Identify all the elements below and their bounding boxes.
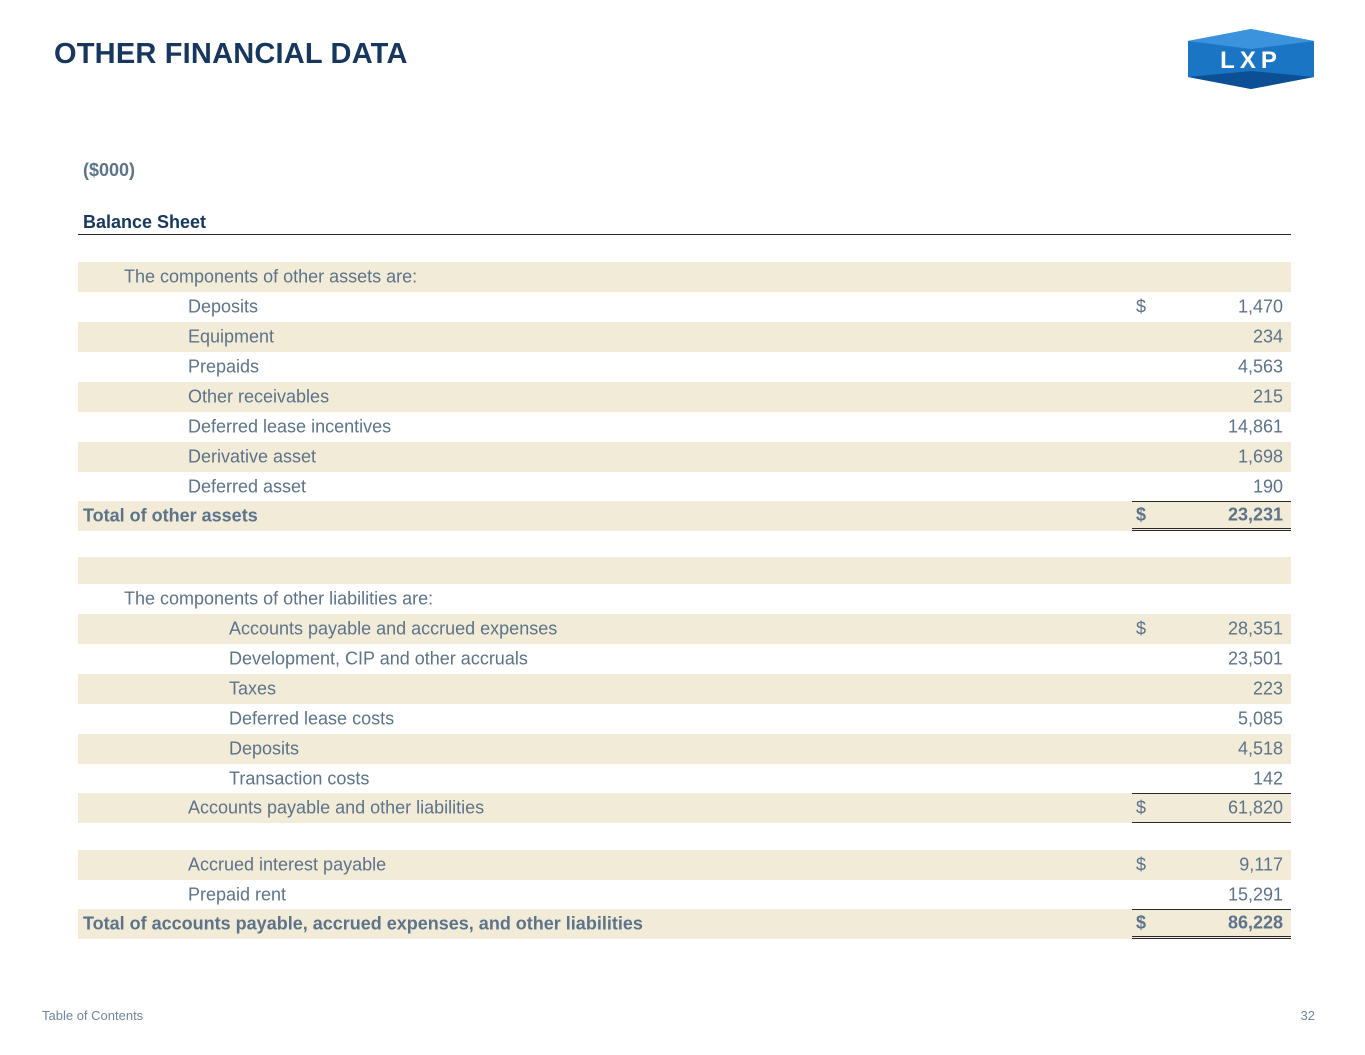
table-row bbox=[78, 382, 1291, 412]
spacer-band bbox=[78, 557, 1291, 584]
currency-symbol: $ bbox=[1136, 504, 1147, 525]
amount-cell bbox=[1132, 764, 1291, 794]
row-value: 28,351 bbox=[1227, 618, 1283, 639]
table-row bbox=[78, 734, 1291, 764]
logo-text: LXP bbox=[1220, 47, 1282, 74]
row-value: 1,698 bbox=[1237, 446, 1283, 467]
amount-cell bbox=[1132, 352, 1291, 382]
liabilities-intro-row bbox=[78, 584, 1291, 614]
amount-cell bbox=[1132, 412, 1291, 442]
row-value: 4,563 bbox=[1237, 356, 1283, 377]
subtotal-value: 61,820 bbox=[1227, 797, 1283, 818]
table-row bbox=[78, 442, 1291, 472]
table-row bbox=[78, 472, 1291, 502]
amount-cell bbox=[1132, 909, 1291, 939]
amount-cell bbox=[1132, 674, 1291, 704]
grand-total-value: 86,228 bbox=[1227, 912, 1283, 933]
amount-cell bbox=[1132, 644, 1291, 674]
row-value: 1,470 bbox=[1237, 296, 1283, 317]
row-label: Deferred asset bbox=[188, 476, 307, 497]
row-value: 223 bbox=[1252, 678, 1283, 699]
amount-cell bbox=[1132, 614, 1291, 644]
row-label: Deposits bbox=[229, 738, 300, 759]
table-row bbox=[78, 850, 1291, 880]
units-label: ($000) bbox=[83, 160, 136, 180]
row-value: 234 bbox=[1252, 326, 1283, 347]
lxp-logo bbox=[1188, 29, 1314, 89]
assets-intro-row bbox=[78, 262, 1291, 292]
amount-cell bbox=[1132, 501, 1291, 531]
currency-symbol: $ bbox=[1136, 296, 1147, 317]
total-value: 23,231 bbox=[1227, 504, 1283, 525]
currency-symbol: $ bbox=[1136, 797, 1147, 818]
total-label: Total of other assets bbox=[83, 505, 258, 526]
table-row bbox=[78, 412, 1291, 442]
amount-cell bbox=[1132, 793, 1291, 823]
row-value: 23,501 bbox=[1227, 648, 1283, 669]
amount-cell bbox=[1132, 734, 1291, 764]
table-row bbox=[78, 644, 1291, 674]
row-value: 5,085 bbox=[1237, 708, 1283, 729]
row-label: Derivative asset bbox=[188, 446, 317, 467]
row-label: Transaction costs bbox=[229, 768, 370, 789]
amount-cell bbox=[1132, 382, 1291, 412]
table-row bbox=[78, 292, 1291, 322]
assets-total-row bbox=[78, 501, 1291, 531]
row-label: Accrued interest payable bbox=[188, 854, 387, 875]
row-label: Prepaids bbox=[188, 356, 260, 377]
amount-cell bbox=[1132, 472, 1291, 502]
assets-intro-label: The components of other assets are: bbox=[124, 266, 418, 287]
amount-cell bbox=[1132, 322, 1291, 352]
row-label: Deferred lease incentives bbox=[188, 416, 392, 437]
page-title: OTHER FINANCIAL DATA bbox=[54, 38, 408, 70]
currency-symbol: $ bbox=[1136, 912, 1147, 933]
section-header bbox=[78, 209, 1291, 235]
row-value: 190 bbox=[1252, 476, 1283, 497]
amount-cell bbox=[1132, 880, 1291, 910]
subtotal-label: Accounts payable and other liabilities bbox=[188, 797, 485, 818]
row-label: Other receivables bbox=[188, 386, 330, 407]
table-row bbox=[78, 880, 1291, 910]
amount-cell bbox=[1132, 292, 1291, 322]
row-value: 4,518 bbox=[1237, 738, 1283, 759]
table-of-contents-link[interactable]: Table of Contents bbox=[42, 1008, 144, 1023]
page-number: 32 bbox=[1300, 1008, 1315, 1023]
table-row bbox=[78, 614, 1291, 644]
row-label: Development, CIP and other accruals bbox=[229, 648, 528, 669]
table-row bbox=[78, 764, 1291, 794]
table-row bbox=[78, 674, 1291, 704]
liabilities-subtotal-row bbox=[78, 793, 1291, 823]
row-label: Prepaid rent bbox=[188, 884, 287, 905]
liabilities-intro-label: The components of other liabilities are: bbox=[124, 588, 434, 609]
row-value: 215 bbox=[1252, 386, 1283, 407]
row-value: 142 bbox=[1252, 768, 1283, 789]
table-row bbox=[78, 704, 1291, 734]
row-label: Deposits bbox=[188, 296, 259, 317]
row-label: Accounts payable and accrued expenses bbox=[229, 618, 558, 639]
row-value: 9,117 bbox=[1239, 854, 1283, 875]
currency-symbol: $ bbox=[1136, 854, 1147, 875]
section-title: Balance Sheet bbox=[83, 212, 207, 232]
row-value: 15,291 bbox=[1227, 884, 1283, 905]
grand-total-row bbox=[78, 909, 1291, 939]
row-label: Equipment bbox=[188, 326, 275, 347]
amount-cell bbox=[1132, 704, 1291, 734]
grand-total-label: Total of accounts payable, accrued expenses, and other liabilities bbox=[83, 913, 643, 934]
row-label: Taxes bbox=[229, 678, 277, 699]
currency-symbol: $ bbox=[1136, 618, 1147, 639]
row-value: 14,861 bbox=[1227, 416, 1283, 437]
amount-cell bbox=[1132, 850, 1291, 880]
table-row bbox=[78, 322, 1291, 352]
amount-cell bbox=[1132, 442, 1291, 472]
row-label: Deferred lease costs bbox=[229, 708, 395, 729]
table-row bbox=[78, 352, 1291, 382]
